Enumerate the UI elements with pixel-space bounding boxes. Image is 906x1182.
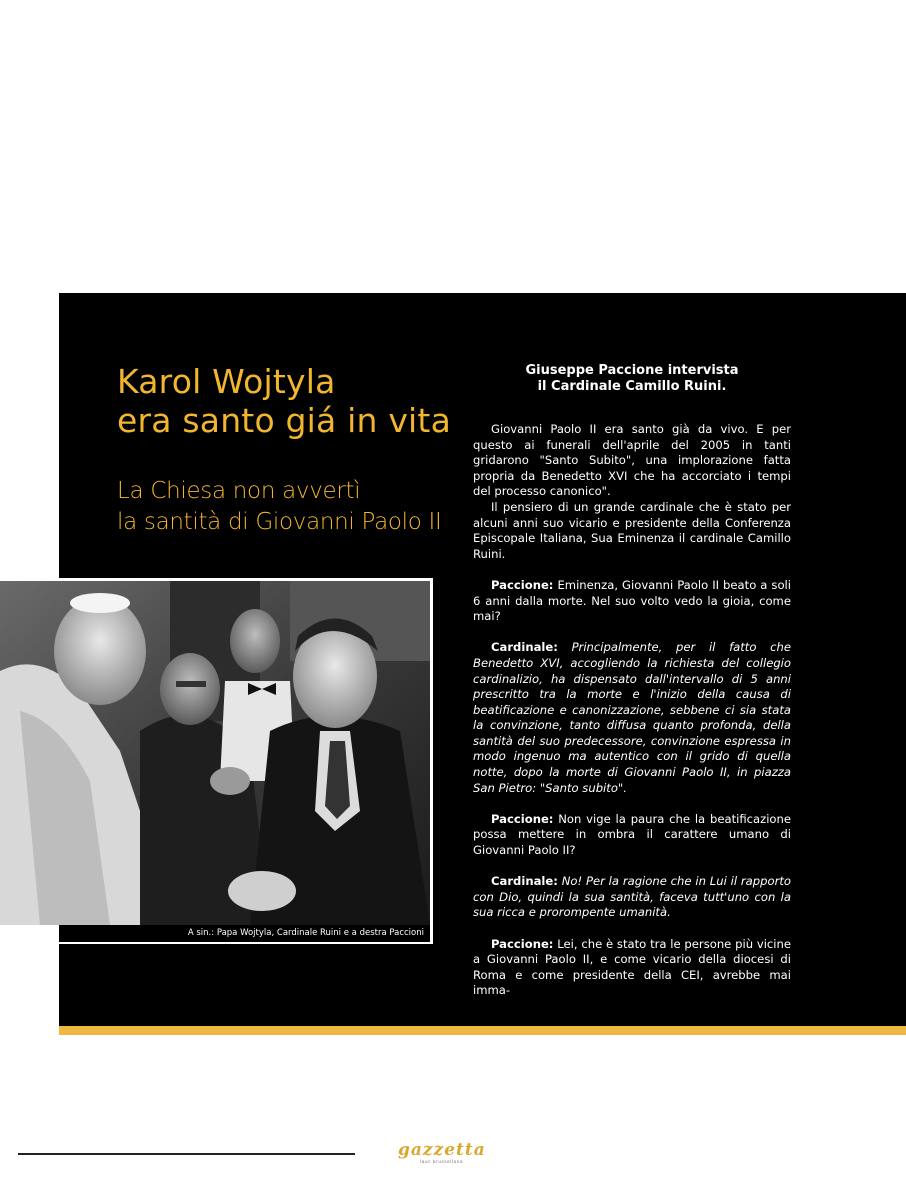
gazzetta-logo: [398, 1140, 510, 1170]
article-subtitle: [117, 476, 441, 538]
intro-paragraph-2: Il pensiero di un grande cardinale che è stato per alcuni anni suo vicario e presidente della Conferenza Episcopale Italiana, Sua Eminenza il cardinale Camillo Ruini.: [473, 499, 791, 561]
question-text: Eminenza, Giovanni Paolo II beato a soli 6 anni dalla morte. Nel suo volto vedo la gioia, come mai?: [473, 577, 791, 624]
title-line-1: Karol Wojtyla: [117, 362, 336, 401]
logo-wordmark: gazzetta: [398, 1140, 486, 1160]
speaker-label: Paccione:: [491, 936, 554, 951]
photo-pope-ruini-paccione: [0, 581, 430, 925]
subtitle-line-1: La Chiesa non avvertì: [117, 478, 361, 504]
question-text: Non vige la paura che la beatificazione possa mettere in ombra il carattere umano di Giovanni Paolo II?: [473, 811, 791, 858]
title-line-2: era santo giá in vita: [117, 401, 451, 440]
question-1: [473, 578, 791, 625]
intro-paragraph-1: Giovanni Paolo II era santo già da vivo. E per questo ai funerali dell'aprile del 2005 in tanti gridarono "Santo Subito", una implorazione fatta propria da Benedetto XVI che ha accorciato i tempi del processo canonico".: [473, 422, 791, 499]
question-2: [473, 812, 791, 859]
speaker-label: Paccione:: [491, 577, 554, 592]
photo-caption-bar: [59, 925, 430, 942]
speaker-label: Cardinale:: [491, 640, 558, 655]
logo-tagline: lauc brussellana: [420, 1160, 464, 1165]
photo-image: [0, 581, 430, 925]
heading-line-1: Giuseppe Paccione intervista: [525, 363, 739, 378]
question-text: Lei, che è stato tra le persone più vicine a Giovanni Paolo II, e come vicario della diocesi di Roma e come presidente della CEI, avrebbe mai imma-: [473, 936, 791, 998]
footer-rule: [18, 1153, 355, 1155]
article-title: [117, 362, 451, 440]
question-3: [473, 937, 791, 999]
answer-text: Principalmente, per il fatto che Benedetto XVI, accogliendo la richiesta del collegio cardinalizio, ha dispensato dall'intervallo di 5 anni prescritto tra la morte e l'inizio della causa di beatificazione e canonizzazione, sebbene ci sia stata la convinzione, tanto diffusa quanto profonda, della santità del suo predecessore, convinzione espressa in modo ingenuo ma autentico con il grido di quella notte, dopo la morte di Giovanni Paolo II, in piazza San Pietro: "Santo subito".: [473, 640, 791, 795]
subtitle-line-2: la santità di Giovanni Paolo II: [117, 509, 442, 535]
heading-line-2: il Cardinale Camillo Ruini.: [537, 379, 727, 394]
answer-2: [473, 874, 791, 921]
answer-text: No! Per la ragione che in Lui il rapporto con Dio, quindi la sua santità, faceva tutt'uno con la sua ricca e prorompente umanità.: [473, 874, 791, 920]
answer-1: [473, 640, 791, 796]
speaker-label: Cardinale:: [491, 874, 558, 889]
speaker-label: Paccione:: [491, 811, 554, 826]
interview-heading: [473, 363, 791, 395]
gold-divider: [59, 1026, 906, 1035]
interview-article: [473, 363, 791, 999]
photo-caption: A sin.: Papa Wojtyla, Cardinale Ruini e a destra Paccioni: [187, 928, 424, 938]
